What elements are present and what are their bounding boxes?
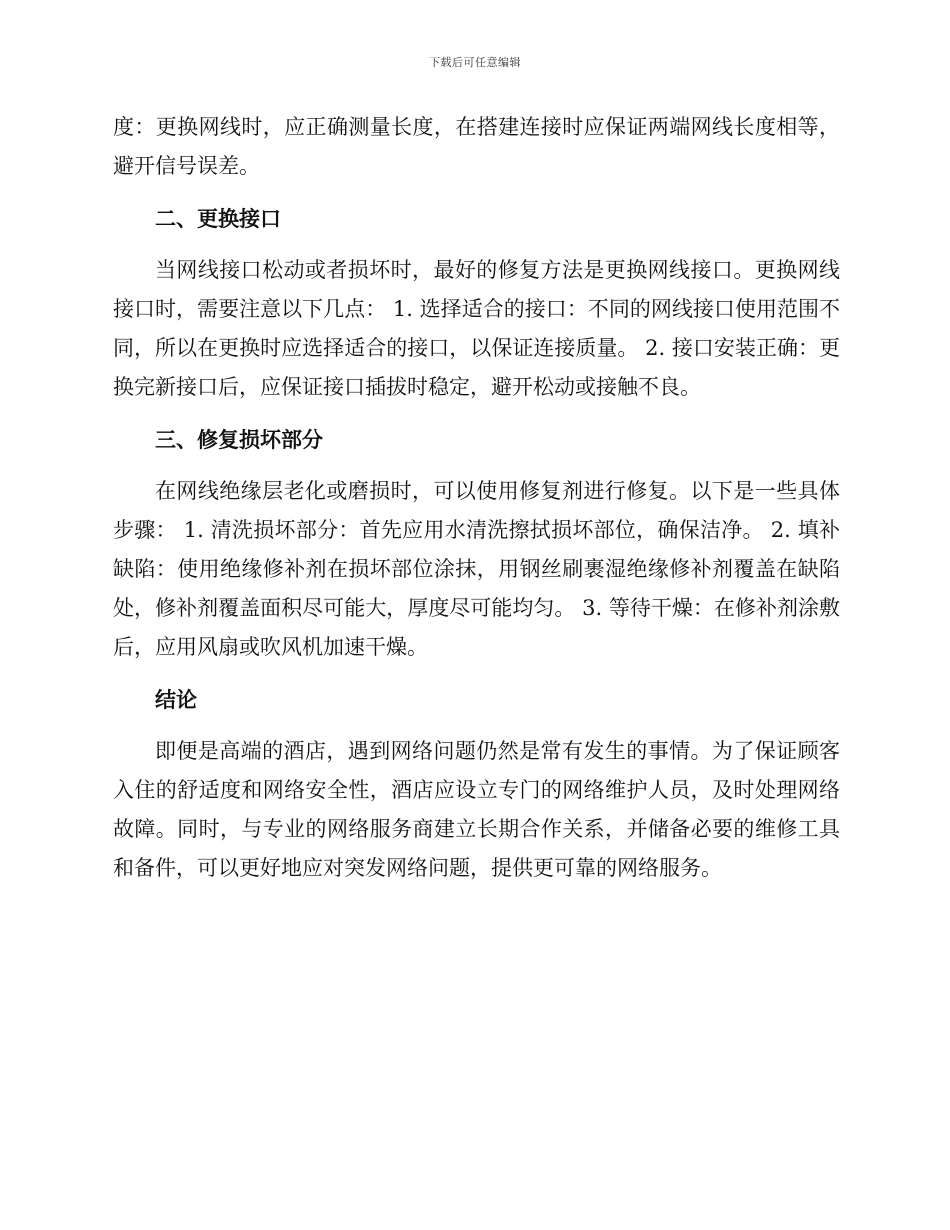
section-heading-conclusion: 结论 bbox=[155, 687, 197, 712]
paragraph-conclusion: 即便是高端的酒店，遇到网络问题仍然是常有发生的事情。为了保证顾客入住的舒适度和网络安全性，酒店应设立专门的网络维护人员，及时处理网络故障。同时，与专业的网络服务商建立长期合作关系，并储备必要的维修工具和备件，可以更好地应对突发网络问题，提供更可靠的网络服务。 bbox=[113, 739, 840, 880]
paragraph-replace-connector: 当网线接口松动或者损坏时，最好的修复方法是更换网线接口。更换网线接口时，需要注意以下几点： 1. 选择适合的接口：不同的网线接口使用范围不同，所以在更换时应选择适合的接口，以保证连接质量。 2. 接口安装正确：更换完新接口后，应保证接口插拔时稳定，避开松动或接触不良。 bbox=[113, 258, 840, 399]
section-heading-repair-damage: 三、修复损坏部分 bbox=[155, 427, 323, 452]
paragraph-continued: 度：更换网线时，应正确测量长度，在搭建连接时应保证两端网线长度相等，避开信号误差。 bbox=[113, 115, 840, 178]
section-heading-replace-connector: 二、更换接口 bbox=[155, 206, 281, 231]
paragraph-repair-damage: 在网线绝缘层老化或磨损时，可以使用修复剂进行修复。以下是一些具体步骤： 1. 清洗损坏部分：首先应用水清洗擦拭损坏部位，确保洁净。 2. 填补缺陷：使用绝缘修补剂在损坏部位涂抹，用钢丝刷裹湿绝缘修补剂覆盖在缺陷处，修补剂覆盖面积尽可能大，厚度尽可能均匀。 3. 等待干燥：在修补剂涂敷后，应用风扇或吹风机加速干燥。 bbox=[113, 479, 840, 659]
document-body bbox=[113, 108, 840, 901]
header-note: 下载后可任意编辑 bbox=[429, 56, 521, 69]
